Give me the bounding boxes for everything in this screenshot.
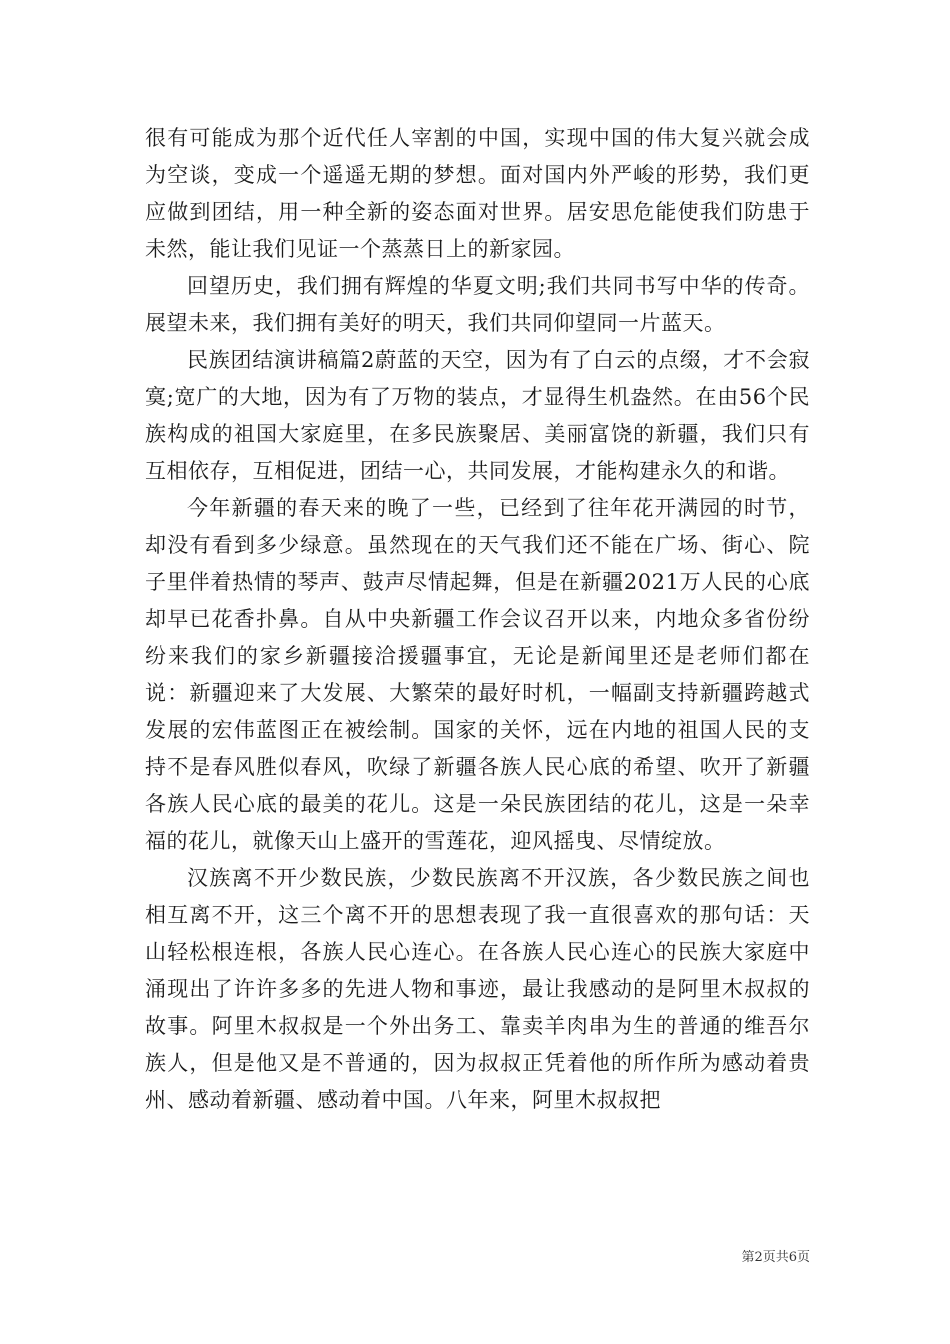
- paragraph-3: 民族团结演讲稿篇2蔚蓝的天空，因为有了白云的点缀，才不会寂寞;宽广的大地，因为有了万物的装点，才显得生机盎然。在由56个民族构成的祖国大家庭里，在多民族聚居、美丽富饶的新疆，我们只有互相依存，互相促进，团结一心，共同发展，才能构建永久的和谐。: [145, 348, 810, 483]
- document-body: [145, 120, 810, 1119]
- paragraph-4: 今年新疆的春天来的晚了一些，已经到了往年花开满园的时节，却没有看到多少绿意。虽然现在的天气我们还不能在广场、街心、院子里伴着热情的琴声、鼓声尽情起舞，但是在新疆2021万人民的心底却早已花香扑鼻。自从中央新疆工作会议召开以来，内地众多省份纷纷来我们的家乡新疆接洽援疆事宜，无论是新闻里还是老师们都在说：新疆迎来了大发展、大繁荣的最好时机，一幅副支持新疆跨越式发展的宏伟蓝图正在被绘制。国家的关怀，远在内地的祖国人民的支持不是春风胜似春风，吹绿了新疆各族人民心底的希望、吹开了新疆各族人民心底的最美的花儿。这是一朵民族团结的花儿，这是一朵幸福的花儿，就像天山上盛开的雪莲花，迎风摇曳、尽情绽放。: [145, 496, 810, 853]
- page-number-footer: 第2页共6页: [741, 1250, 810, 1265]
- paragraph-5: 汉族离不开少数民族，少数民族离不开汉族，各少数民族之间也相互离不开，这三个离不开的思想表现了我一直很喜欢的那句话：天山轻松根连根，各族人民心连心。在各族人民心连心的民族大家庭中涌现出了许许多多的先进人物和事迹，最让我感动的是阿里木叔叔的故事。阿里木叔叔是一个外出务工、靠卖羊肉串为生的普通的维吾尔族人，但是他又是不普通的，因为叔叔正凭着他的所作所为感动着贵州、感动着新疆、感动着中国。八年来，阿里木叔叔把: [145, 866, 810, 1112]
- paragraph-1: 很有可能成为那个近代任人宰割的中国，实现中国的伟大复兴就会成为空谈，变成一个遥遥无期的梦想。面对国内外严峻的形势，我们更应做到团结，用一种全新的姿态面对世界。居安思危能使我们防患于未然，能让我们见证一个蒸蒸日上的新家园。: [145, 126, 810, 261]
- paragraph-2: 回望历史，我们拥有辉煌的华夏文明;我们共同书写中华的传奇。展望未来，我们拥有美好的明天，我们共同仰望同一片蓝天。: [145, 274, 810, 335]
